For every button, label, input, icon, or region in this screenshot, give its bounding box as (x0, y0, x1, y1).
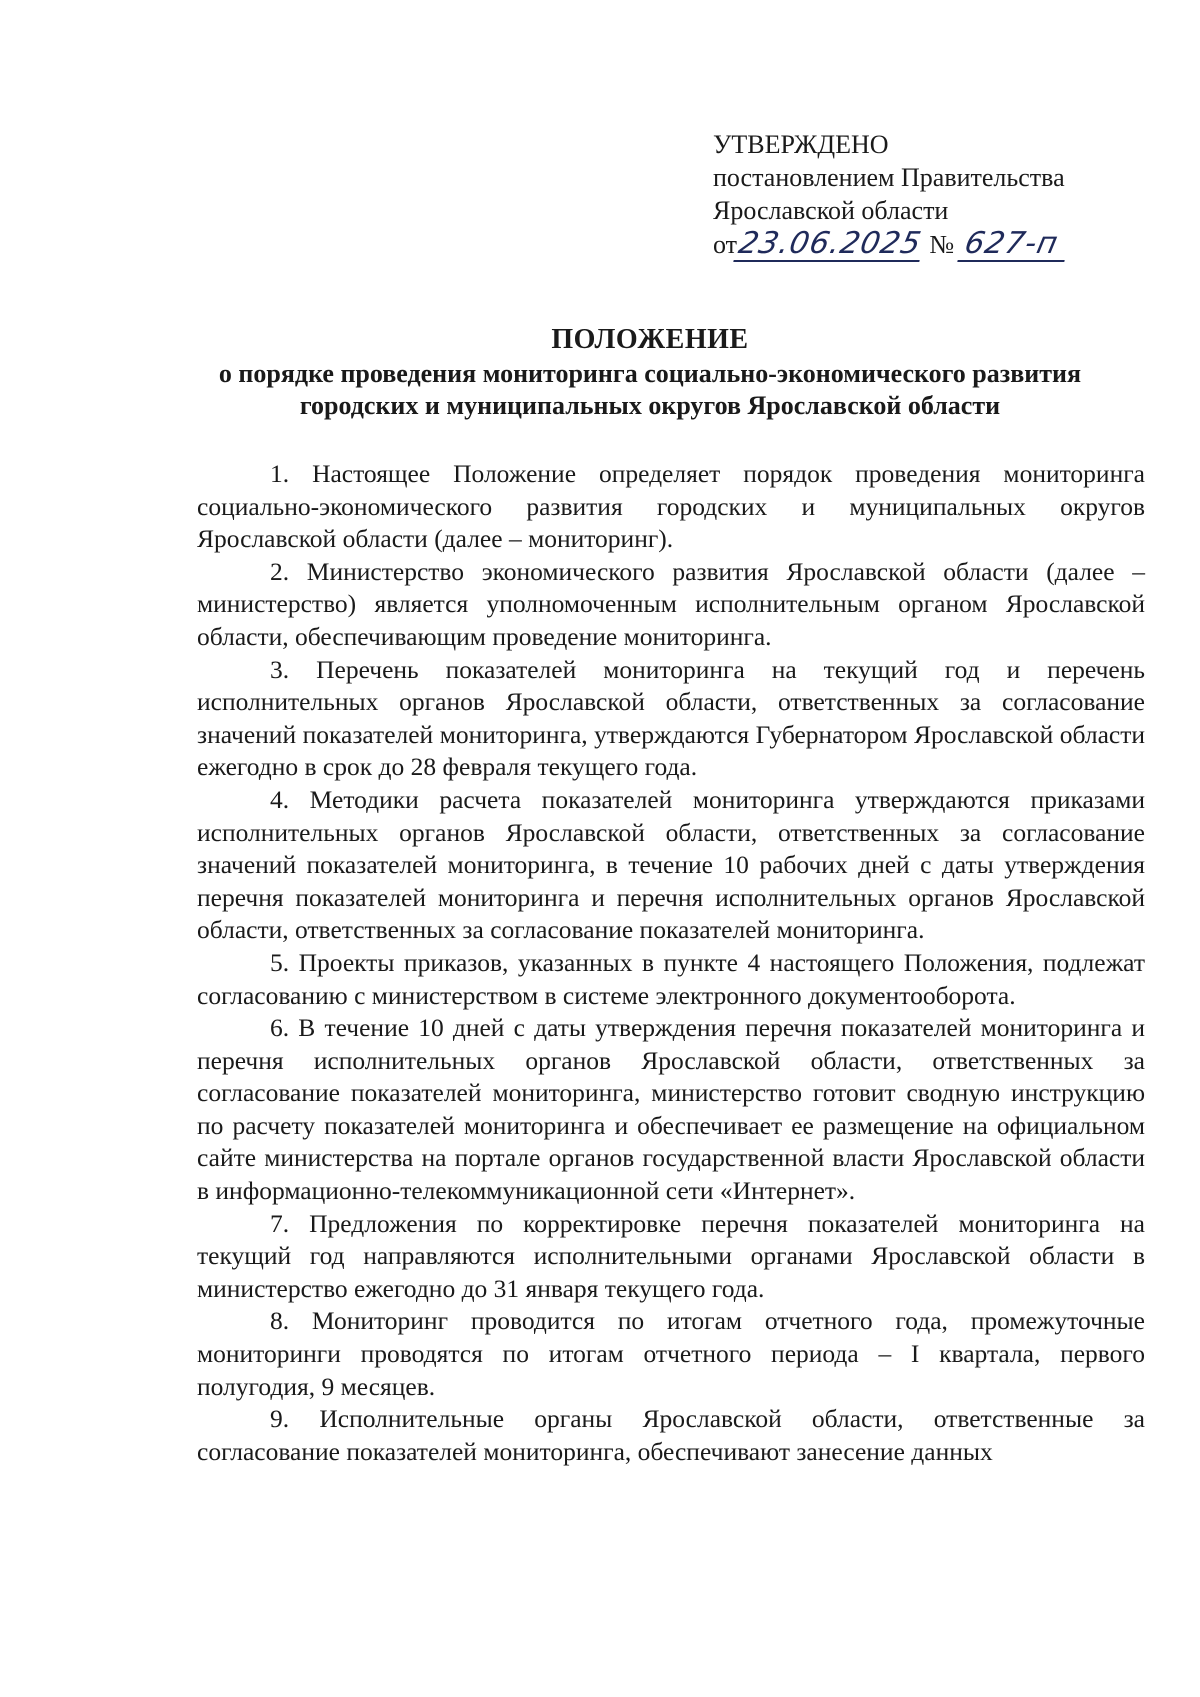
paragraph-1: 1. Настоящее Положение определяет порядок проведения мониторинга социально-экономического развития городских и муниципальных округов Ярославской области (далее – мониторинг). (197, 459, 1145, 554)
paragraph-8: 8. Мониторинг проводится по итогам отчетного года, промежуточные мониторинги проводятся по итогам отчетного периода – I квартала, первого полугодия, 9 месяцев. (197, 1306, 1145, 1401)
date-prefix: от (713, 230, 738, 259)
paragraph-2: 2. Министерство экономического развития Ярославской области (далее – министерство) является уполномоченным исполнительным органом Ярославской области, обеспечивающим проведение мониторинга. (197, 556, 1145, 651)
paragraph-4: 4. Методики расчета показателей мониторинга утверждаются приказами исполнительных органов Ярославской области, ответственных за согласование значений показателей мониторинга, в течение 10 рабочих дней с даты утверждения перечня показателей мониторинга и перечня исполнительных органов Ярославской области, ответственных за согласование показателей мониторинга. (197, 784, 1145, 945)
approval-date-number-line (713, 227, 1153, 262)
document-title: ПОЛОЖЕНИЕ (551, 324, 749, 355)
handwritten-date: 23.06.2025 (733, 227, 926, 262)
approval-heading: УТВЕРЖДЕНО (713, 130, 889, 159)
document-subtitle-line-1: о порядке проведения мониторинга социально-экономического развития (218, 359, 1082, 388)
paragraph-9: 9. Исполнительные органы Ярославской области, ответственные за согласование показателей мониторинга, обеспечивают занесение данных (197, 1404, 1145, 1466)
approval-stamp-block (713, 128, 1153, 262)
handwritten-number: 627-п (957, 227, 1071, 262)
paragraph-7: 7. Предложения по корректировке перечня показателей мониторинга на текущий год направляются исполнительными органами Ярославской области в министерство ежегодно до 31 января текущего года. (197, 1208, 1145, 1303)
approval-line-2: Ярославской области (713, 196, 949, 225)
document-body (197, 458, 1145, 1468)
document-subtitle-line-2: городских и муниципальных округов Ярославской области (299, 391, 1001, 420)
number-prefix: № (929, 230, 955, 259)
approval-line-1: постановлением Правительства (713, 163, 1065, 192)
paragraph-3: 3. Перечень показателей мониторинга на текущий год и перечень исполнительных органов Ярославской области, ответственных за согласование значений показателей мониторинга, утверждаются Губернатором Ярославской области ежегодно в срок до 28 февраля текущего года. (197, 654, 1145, 782)
paragraph-6: 6. В течение 10 дней с даты утверждения перечня показателей мониторинга и перечня исполнительных органов Ярославской области, ответственных за согласование показателей мониторинга, министерство готовит сводную инструкцию по расчету показателей мониторинга и обеспечивает ее размещение на официальном сайте министерства на портале органов государственной власти Ярославской области в информационно-телекоммуникационной сети «Интернет». (197, 1013, 1145, 1206)
paragraph-5: 5. Проекты приказов, указанных в пункте 4 настоящего Положения, подлежат согласованию с министерством в системе электронного документооборота. (197, 947, 1145, 1010)
document-title-block (150, 322, 1150, 422)
